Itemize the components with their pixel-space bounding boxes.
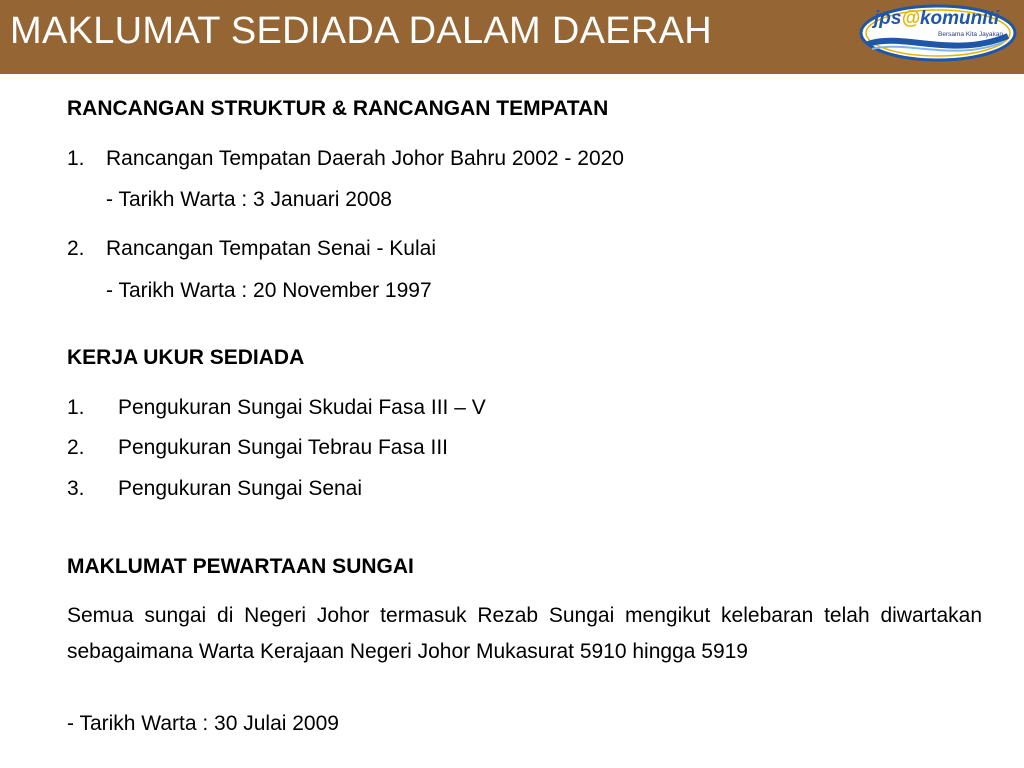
logo-at: @: [901, 8, 920, 29]
section-heading-rancangan: RANCANGAN STRUKTUR & RANCANGAN TEMPATAN: [67, 97, 609, 120]
pewartaan-paragraph: Semua sungai di Negeri Johor termasuk Rezab Sungai mengikut kelebaran telah diwartakan sebagaimana Warta Kerajaan Negeri Johor Mukasurat 5910 hingga 5919: [67, 604, 982, 663]
list-item-text: Pengukuran Sungai Senai: [118, 477, 363, 500]
section-heading-pewartaan: MAKLUMAT PEWARTAAN SUNGAI: [67, 555, 414, 578]
list-number: 2.: [67, 237, 85, 260]
list-item-text: Pengukuran Sungai Tebrau Fasa III: [118, 436, 449, 459]
slide-title: MAKLUMAT SEDIADA DALAM DAERAH: [10, 10, 713, 52]
section-heading-kerja-ukur: KERJA UKUR SEDIADA: [67, 346, 305, 369]
list-number: 1.: [67, 396, 85, 419]
logo-tagline: Bersama Kita Jayakan: [938, 31, 1004, 38]
list-number: 2.: [67, 436, 85, 459]
list-number: 3.: [67, 477, 85, 500]
list-number: 1.: [67, 147, 85, 170]
list-item-text: Rancangan Tempatan Senai - Kulai: [106, 237, 437, 260]
pewartaan-date: - Tarikh Warta : 30 Julai 2009: [67, 712, 339, 735]
logo-wordmark: [874, 8, 999, 30]
list-item-subtext: - Tarikh Warta : 3 Januari 2008: [106, 188, 392, 211]
list-item-text: Pengukuran Sungai Skudai Fasa III – V: [118, 396, 486, 419]
list-item-subtext: - Tarikh Warta : 20 November 1997: [106, 279, 432, 302]
slide-header: [0, 0, 1024, 74]
list-item-text: Rancangan Tempatan Daerah Johor Bahru 2002 - 2020: [106, 147, 624, 170]
logo-jps: jps: [874, 8, 902, 29]
jps-komuniti-logo: [858, 4, 1018, 62]
logo-komuniti: komuniti: [919, 8, 1000, 29]
